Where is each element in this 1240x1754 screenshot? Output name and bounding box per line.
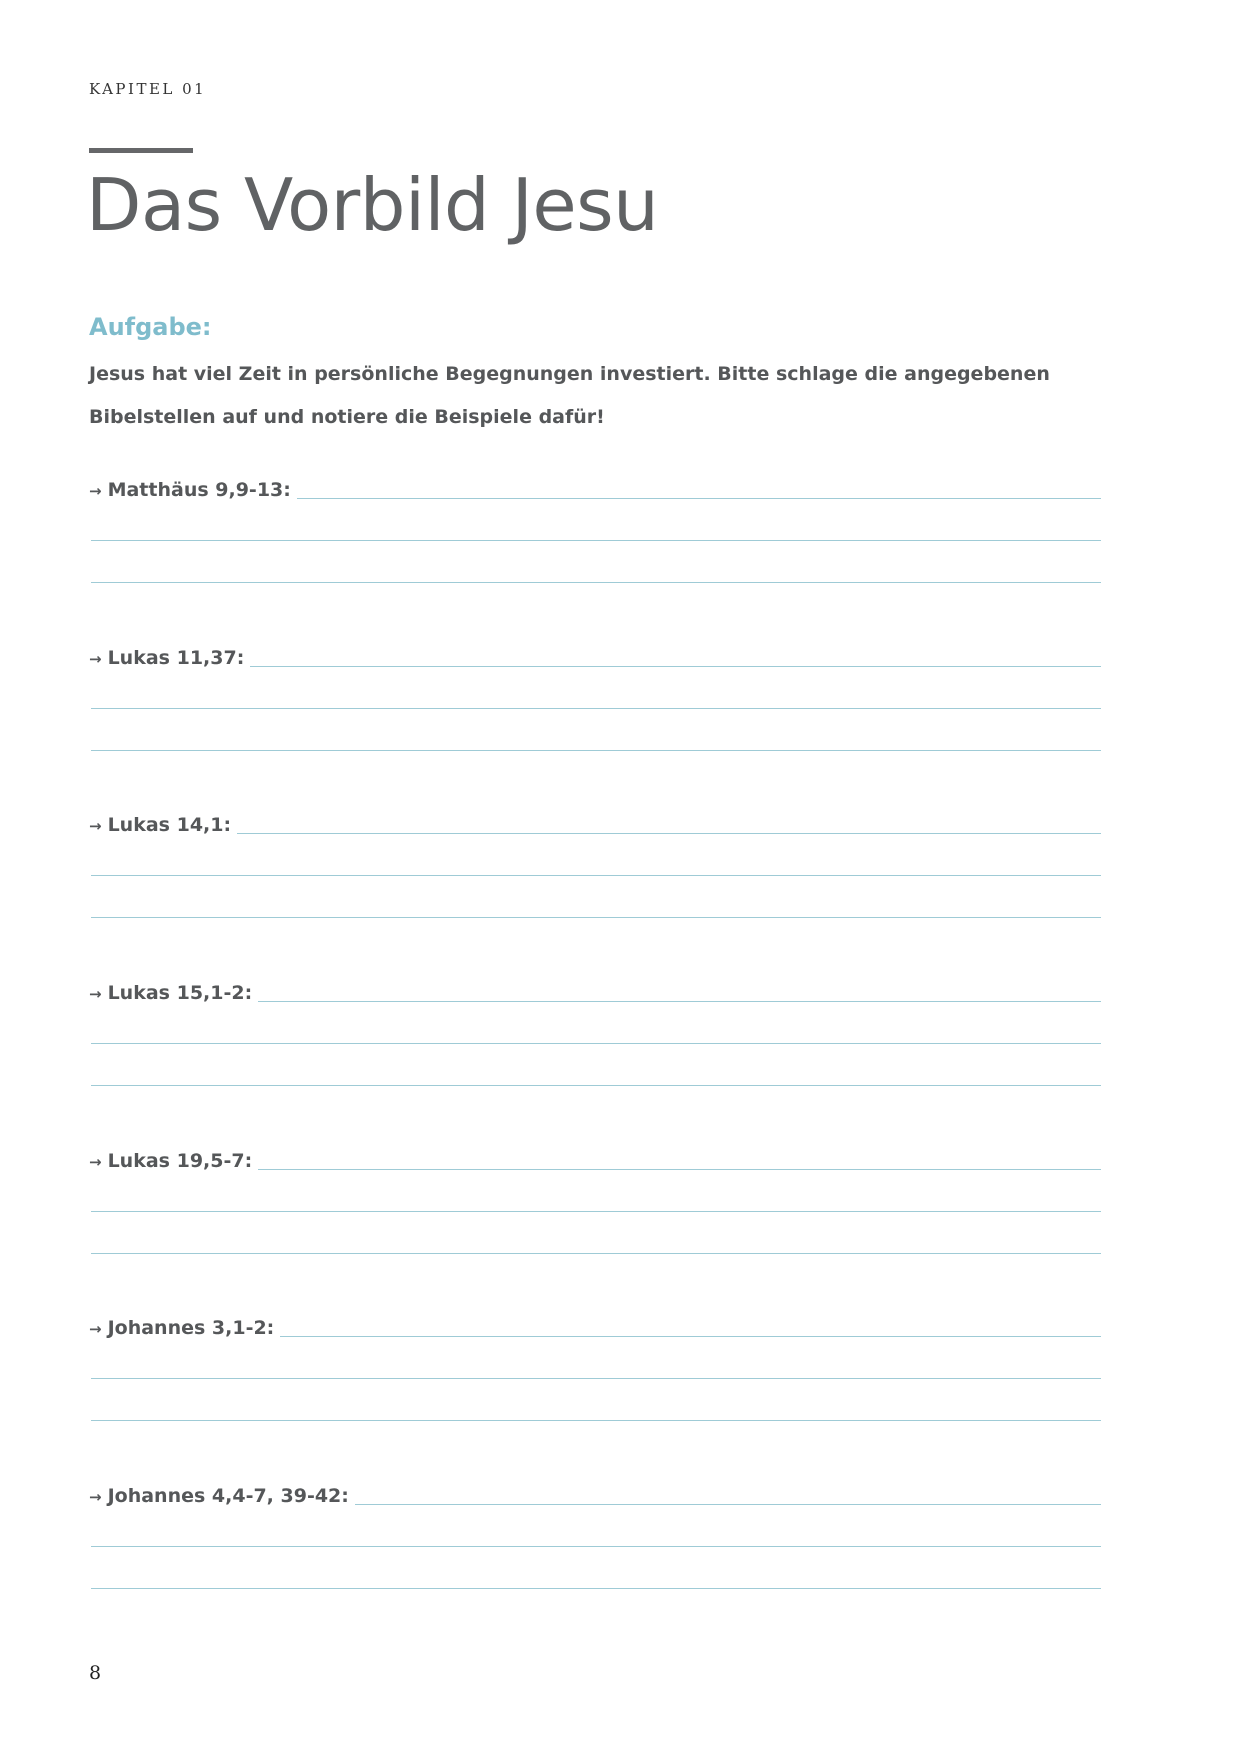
reference-block xyxy=(89,1316,1101,1412)
page-number: 8 xyxy=(89,1662,102,1684)
answer-line[interactable] xyxy=(237,832,1101,834)
arrow-icon: → xyxy=(89,1488,102,1506)
reference-row xyxy=(89,1484,1101,1509)
reference-label xyxy=(89,478,297,503)
arrow-icon: → xyxy=(89,1153,102,1171)
reference-label xyxy=(89,1149,258,1174)
task-heading: Aufgabe: xyxy=(89,313,212,341)
answer-line[interactable] xyxy=(91,1546,1101,1547)
reference-block xyxy=(89,646,1101,742)
reference-text: Matthäus 9,9-13: xyxy=(107,479,291,501)
answer-line[interactable] xyxy=(91,1420,1101,1421)
reference-text: Lukas 11,37: xyxy=(107,647,245,669)
chapter-label: KAPITEL 01 xyxy=(89,80,207,98)
answer-line[interactable] xyxy=(355,1503,1101,1505)
answer-line[interactable] xyxy=(297,497,1101,499)
reference-block xyxy=(89,1149,1101,1245)
answer-line[interactable] xyxy=(91,1085,1101,1086)
reference-row xyxy=(89,1149,1101,1174)
reference-text: Lukas 15,1-2: xyxy=(107,982,253,1004)
reference-row xyxy=(89,478,1101,503)
reference-row xyxy=(89,813,1101,838)
answer-line[interactable] xyxy=(91,1588,1101,1589)
answer-line[interactable] xyxy=(91,917,1101,918)
reference-text: Johannes 3,1-2: xyxy=(107,1317,275,1339)
reference-text: Lukas 19,5-7: xyxy=(107,1150,253,1172)
reference-row xyxy=(89,646,1101,671)
reference-label xyxy=(89,646,250,671)
arrow-icon: → xyxy=(89,985,102,1003)
arrow-icon: → xyxy=(89,650,102,668)
answer-line[interactable] xyxy=(91,1043,1101,1044)
page-title: Das Vorbild Jesu xyxy=(86,163,659,247)
answer-line[interactable] xyxy=(91,875,1101,876)
answer-line[interactable] xyxy=(258,1168,1101,1170)
answer-line[interactable] xyxy=(91,582,1101,583)
answer-line[interactable] xyxy=(91,1253,1101,1254)
title-rule xyxy=(89,148,193,153)
reference-label xyxy=(89,1316,280,1341)
arrow-icon: → xyxy=(89,482,102,500)
answer-line[interactable] xyxy=(91,540,1101,541)
reference-text: Johannes 4,4-7, 39-42: xyxy=(107,1485,349,1507)
answer-line[interactable] xyxy=(258,1000,1101,1002)
reference-label xyxy=(89,981,258,1006)
reference-block xyxy=(89,981,1101,1077)
reference-row xyxy=(89,981,1101,1006)
answer-line[interactable] xyxy=(91,750,1101,751)
arrow-icon: → xyxy=(89,1320,102,1338)
reference-block xyxy=(89,1484,1101,1580)
arrow-icon: → xyxy=(89,817,102,835)
reference-text: Lukas 14,1: xyxy=(107,814,232,836)
answer-line[interactable] xyxy=(91,708,1101,709)
reference-block xyxy=(89,478,1101,574)
answer-line[interactable] xyxy=(91,1211,1101,1212)
answer-line[interactable] xyxy=(250,665,1101,667)
answer-line[interactable] xyxy=(280,1335,1101,1337)
reference-label xyxy=(89,813,237,838)
reference-label xyxy=(89,1484,355,1509)
task-text: Jesus hat viel Zeit in persönliche Begegnungen investiert. Bitte schlage die angegebenen Bibelstellen auf und notiere die Beispiele dafür! xyxy=(89,363,1050,428)
answer-line[interactable] xyxy=(91,1378,1101,1379)
reference-row xyxy=(89,1316,1101,1341)
reference-block xyxy=(89,813,1101,909)
